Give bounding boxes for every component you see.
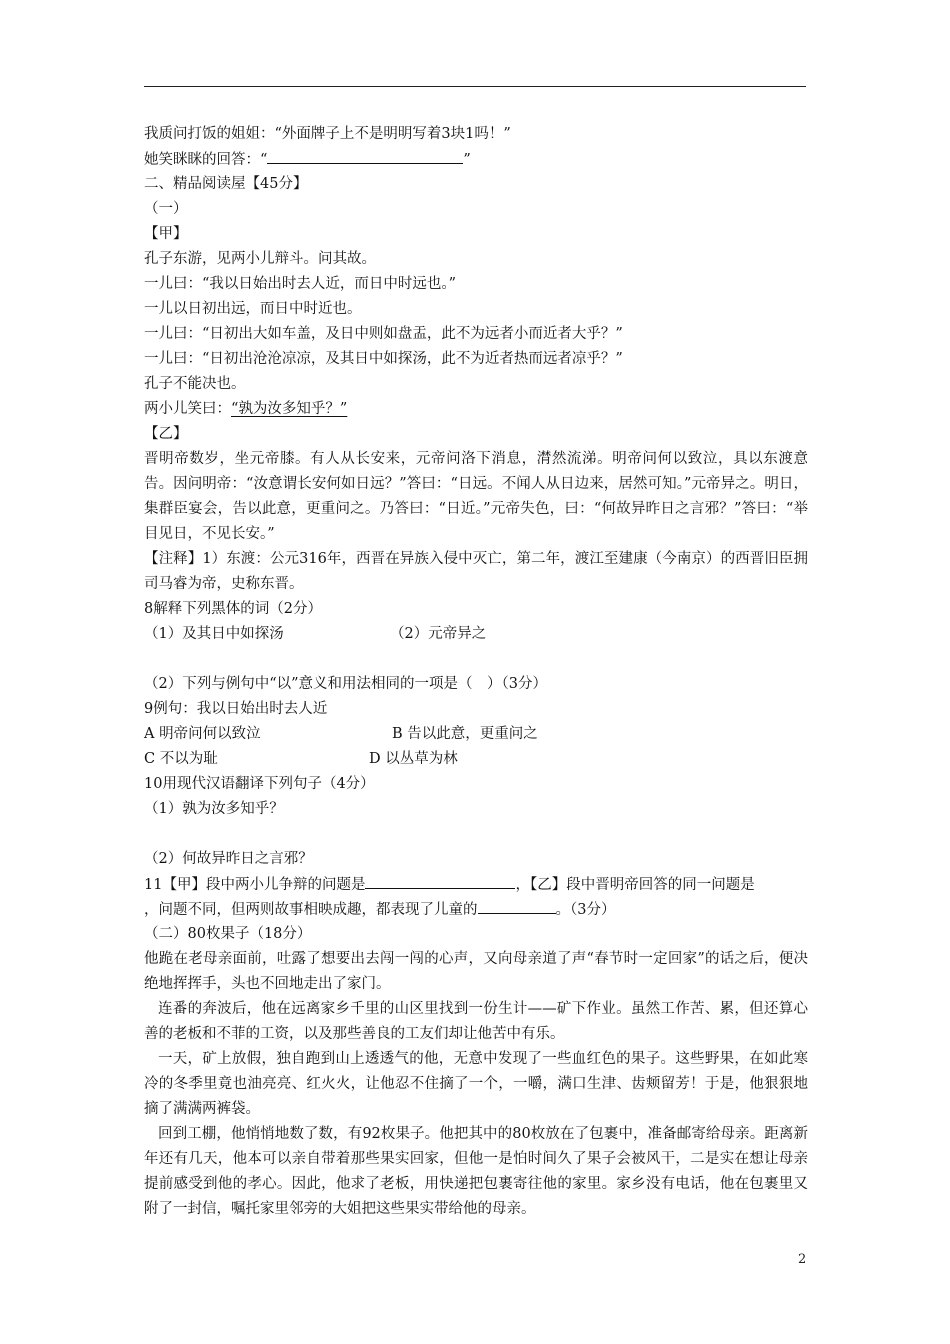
text-span: 两小儿笑曰： [144,401,231,417]
options-row [144,722,808,747]
story-paragraph: 回到工棚，他悄悄地数了数，有92枚果子。他把其中的80枚放在了包裹中，准备邮寄给母亲。距离新年还有几天，他本可以亲自带着那些果实回家，但他一是怕时间久了果子会被风干，二是实在想让母亲提前感受到他的孝心。因此，他求了老板，用快递把包裹寄往他的家里。家乡没有电话，他在包裹里又附了一封信，嘱托家里邻旁的大姐把这些果实带给他的母亲。 [144,1126,808,1217]
option-b: B 告以此意，更重问之 [392,726,538,742]
answer-blank[interactable] [267,147,463,164]
section-heading: 二、精品阅读屋【45分】 [144,176,308,192]
text-line [144,397,808,422]
part-heading: （一） [144,201,188,217]
annotation: 【注释】1）东渡：公元316年，西晋在异族入侵中灭亡，第二年，渡江至建康（今南京）的西晋旧臣拥司马睿为帝，史称东晋。 [144,551,808,592]
answer-blank[interactable] [478,897,556,914]
question-item: （2）何故异昨日之言邪？ [144,851,313,867]
options-row [144,747,808,772]
text-line: 孔子不能决也。 [144,376,246,392]
question-8b: （2）下列与例句中“以”意义和用法相同的一项是（ ）（3分） [144,676,548,692]
question-10: 10用现代汉语翻译下列句子（4分） [144,776,375,792]
story-paragraph: 连番的奔波后，他在远离家乡千里的山区里找到一份生计——矿下作业。虽然工作苦、累，但还算心善的老板和不菲的工资，以及那些善良的工友们却让他苦中有乐。 [144,1001,808,1042]
question-item: （1）孰为汝多知乎？ [144,801,284,817]
text-line: 一儿以日初出远，而日中时近也。 [144,301,362,317]
text-line [144,147,808,172]
text-line: 我质问打饭的姐姐：“外面牌子上不是明明写着3块1吗！” [144,126,511,142]
page-number: 2 [798,1252,807,1267]
text-span: 。（3分） [555,902,616,918]
answer-blank[interactable] [365,872,515,889]
text-span: ，【乙】段中晋明帝回答的同一问题是 [515,877,755,893]
answer-space [144,822,808,847]
question-11 [144,872,808,897]
question-9: 9例句：我以日始出时去人近 [144,701,328,717]
document-body [144,122,808,1222]
answer-space [144,647,808,672]
part-heading: （二）80枚果子（18分） [144,926,312,942]
subheading-jia: 【甲】 [144,226,188,242]
option-a: A 明帝问何以致泣 [144,726,261,742]
text-line: 孔子东游，见两小儿辩斗。问其故。 [144,251,376,267]
question-item: （1）及其日中如探汤 [144,626,284,642]
option-d: D 以丛草为林 [369,751,458,767]
story-paragraph: 一天，矿上放假，独自跑到山上透透气的他，无意中发现了一些血红色的果子。这些野果，在如此寒冷的冬季里竟也油亮亮、红火火，让他忍不住摘了一个，一嚼，满口生津、齿颊留芳！于是，他狠狠地摘了满满两裤袋。 [144,1051,808,1117]
header-rule [144,86,806,87]
question-8: 8解释下列黑体的词（2分） [144,601,322,617]
text-line: 一儿曰：“日初出沧沧凉凉，及其日中如探汤，此不为近者热而远者凉乎？” [144,351,623,367]
question-8-items [144,622,808,647]
text-line: 一儿曰：“我以日始出时去人近，而日中时远也。” [144,276,457,292]
text-span: 11【甲】段中两小儿争辩的问题是 [144,877,366,893]
underlined-quote: “孰为汝多知乎？” [231,401,348,417]
question-item: （2）元帝异之 [390,626,487,642]
story-paragraph: 他跪在老母亲面前，吐露了想要出去闯一闯的心声，又向母亲道了声“春节时一定回家”的话之后，便决绝地挥挥手，头也不回地走出了家门。 [144,951,808,992]
passage-yi: 晋明帝数岁，坐元帝膝。有人从长安来，元帝问洛下消息，潸然流涕。明帝问何以致泣，具以东渡意告。因问明帝：“汝意谓长安何如日远？”答曰：“日远。不闻人从日边来，居然可知。”元帝异之。明日，集群臣宴会，告以此意，更重问之。乃答曰：“日近。”元帝失色，曰：“何故异昨日之言邪？”答曰：“举目见日，不见长安。” [144,451,808,542]
question-11-cont [144,897,808,922]
subheading-yi: 【乙】 [144,426,188,442]
text-span: ，问题不同，但两则故事相映成趣，都表现了儿童的 [144,902,478,918]
text-line: 一儿曰：“日初出大如车盖，及日中则如盘盂，此不为远者小而近者大乎？” [144,326,623,342]
text-span: 她笑眯眯的回答：“ [144,152,268,168]
option-c: C 不以为耻 [144,751,218,767]
text-span: ” [463,152,471,168]
